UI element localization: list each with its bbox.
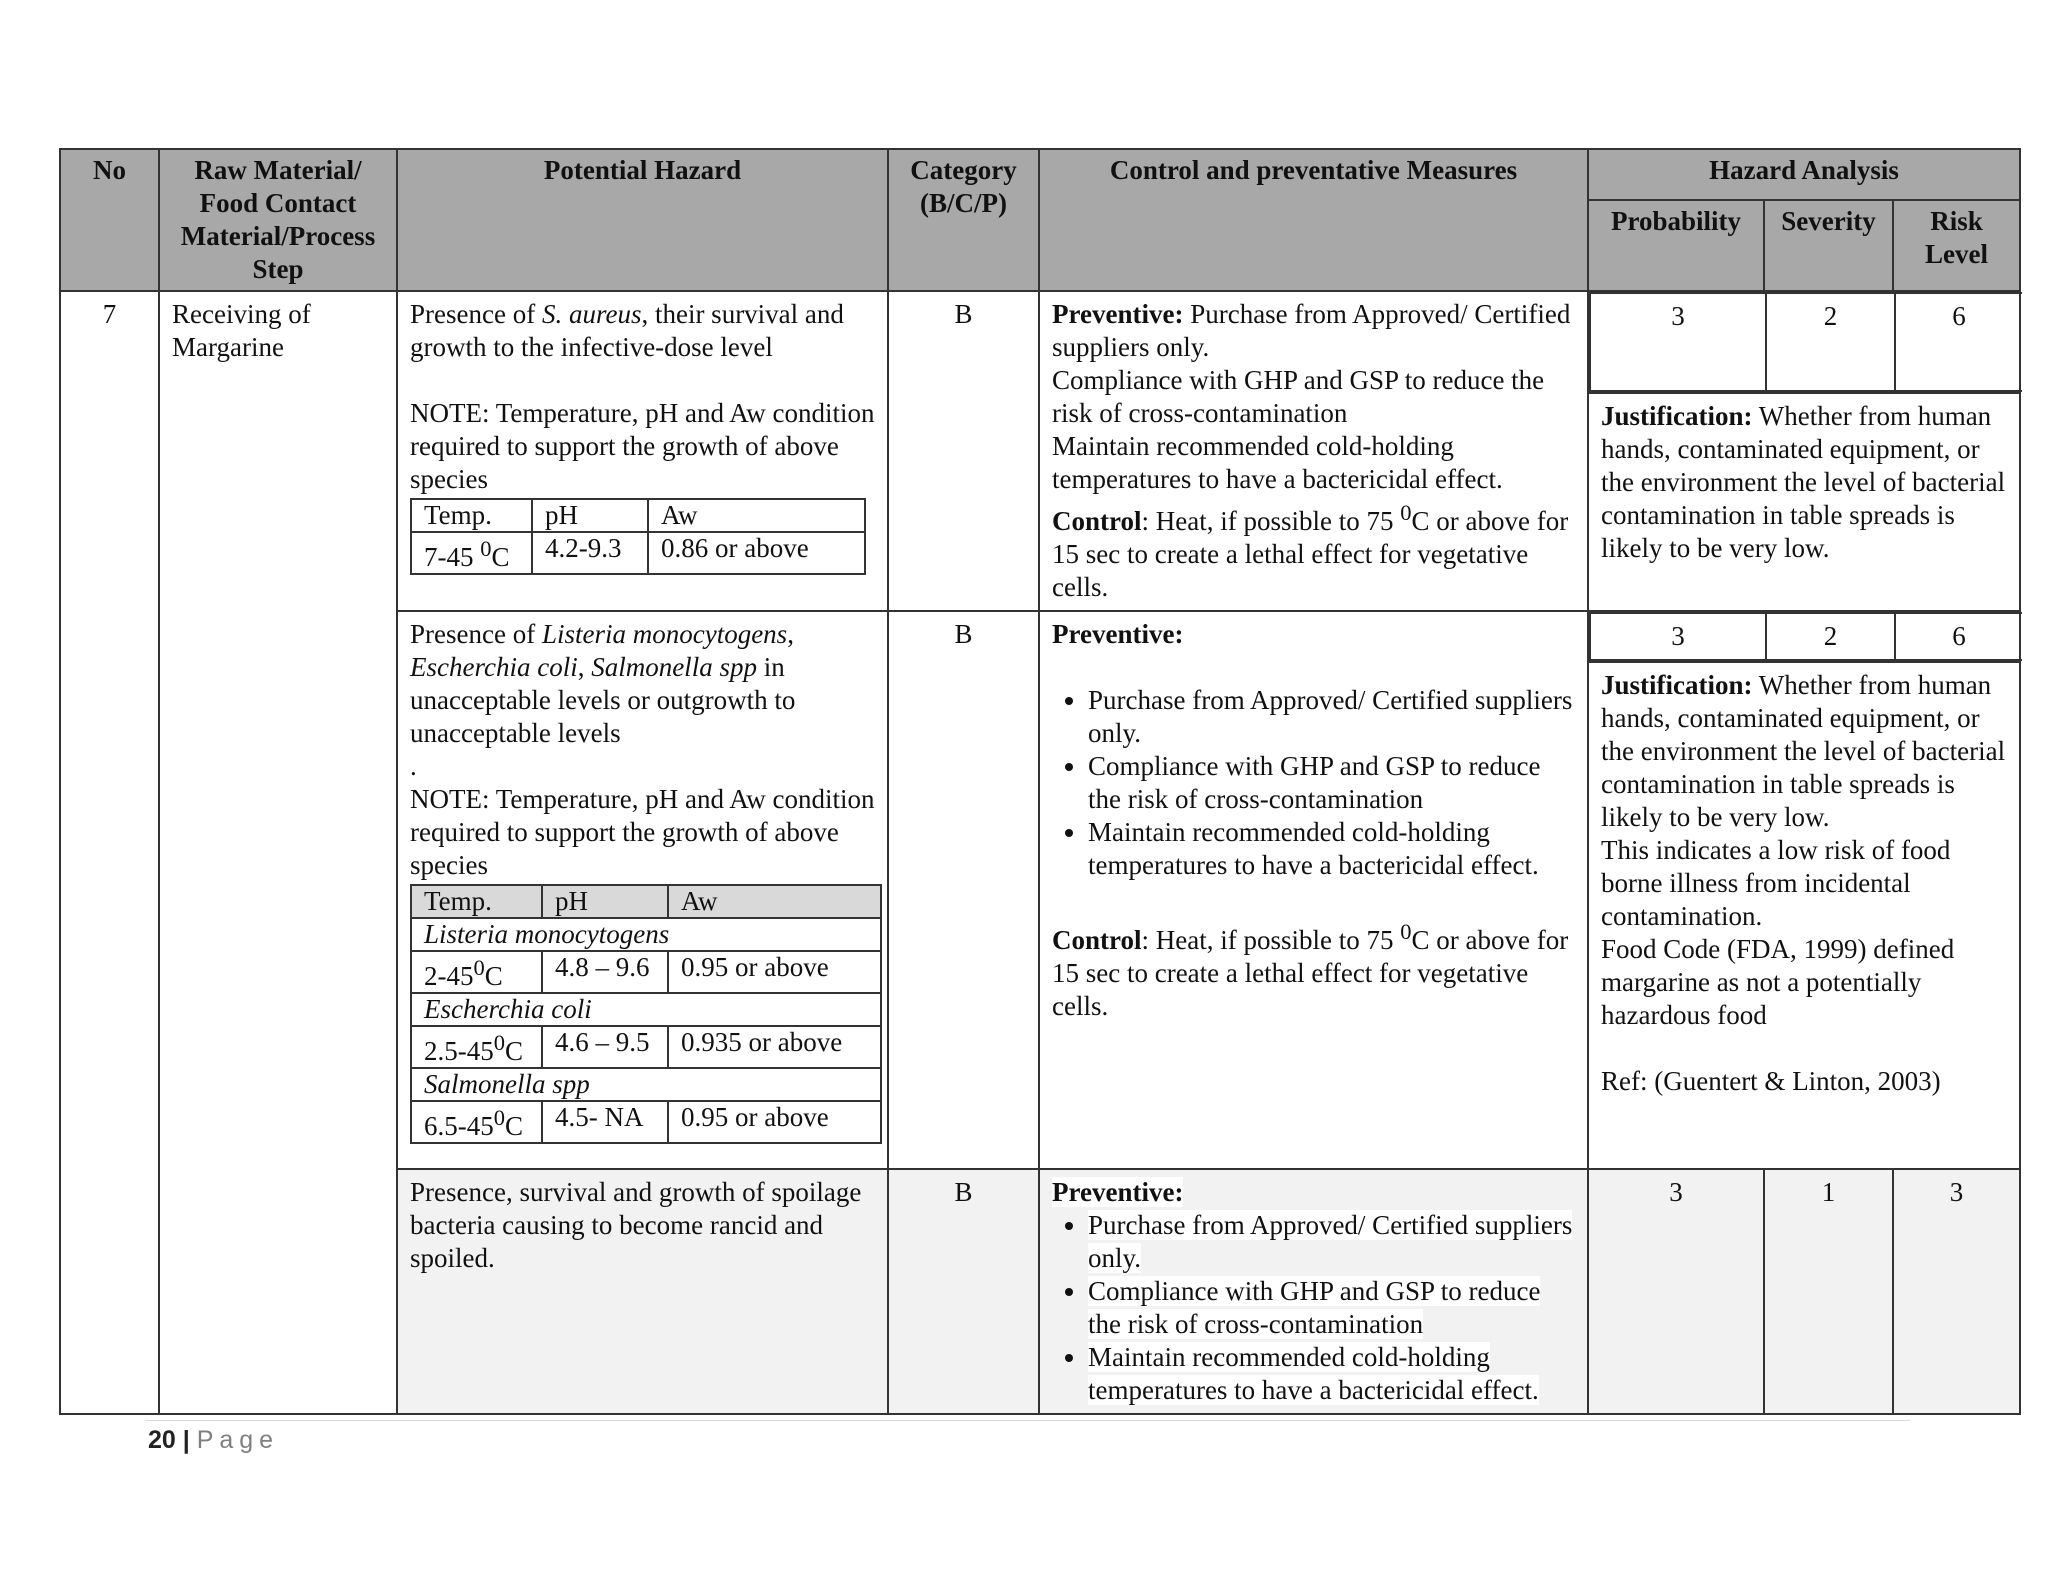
hazard-2-justification: Justification: Whether from human hands, contaminated equipment, or the environment the level of bacterial contamination in table spreads is likely to be very low. This indicates a low risk of food borne illness from incidental contamination. Food Code (FDA, 1999) defined margarine as not a potentially hazardous food Ref: (Guentert & Linton, 2003) xyxy=(1589,661,2019,1104)
hazard-1-note: NOTE: Temperature, pH and Aw condition required to support the growth of above species xyxy=(410,398,875,494)
col-header-hazard-analysis: Hazard Analysis xyxy=(1588,149,2020,200)
hazard-1-severity: 2 xyxy=(1766,293,1895,391)
page-label: Page xyxy=(196,1426,280,1454)
header-row-1 xyxy=(60,149,2020,200)
footer-separator: | xyxy=(175,1426,197,1454)
sub-cell-aw: 0.86 or above xyxy=(648,532,865,574)
species-name: Listeria monocytogens xyxy=(411,918,881,951)
hazard-1-justification: Justification: Whether from human hands, contaminated equipment, or the environment the level of bacterial contamination in table spreads is likely to be very low. xyxy=(1589,392,2019,571)
col-header-control: Control and preventative Measures xyxy=(1039,149,1588,291)
footer-divider xyxy=(145,1420,1910,1421)
sub-header-aw: Aw xyxy=(668,885,881,918)
sub-cell-ph: 4.5- NA xyxy=(542,1101,668,1143)
sub-cell-temp: $2-45^0C$ xyxy=(411,951,542,993)
hazard-2-severity: 2 xyxy=(1766,613,1895,660)
sub-cell-temp: 7-45 $^0$C xyxy=(411,532,532,574)
col-header-severity: Severity xyxy=(1764,200,1893,291)
page-footer xyxy=(148,1426,279,1455)
sub-cell-ph: 4.2-9.3 xyxy=(532,532,648,574)
hazard-2-description: Presence of Listeria monocytogens, Escherchia coli, Salmonella spp in unacceptable levels or outgrowth to unacceptable levels . NOTE: Temperature, pH and Aw condition required to support the growth of above species Temp. pH Aw Listeria monocytogens $2-45^0C$ 4.8 – 9.6 0.95 or above Escherchia coli $2.5-45^0C$ 4.6 – 9.5 0.935 or above Salmonella spp $6.5-45^0C$ 4.5- NA 0.95 or above xyxy=(397,611,888,1169)
sub-cell-aw: 0.95 or above xyxy=(668,1101,881,1143)
sub-cell-aw: 0.95 or above xyxy=(668,951,881,993)
col-header-risk-level: Risk Level xyxy=(1893,200,2020,291)
species-name: Salmonella spp xyxy=(411,1068,881,1101)
sub-cell-ph: 4.8 – 9.6 xyxy=(542,951,668,993)
hazard-3-control: Preventive: • Purchase from Approved/ Certified suppliers only. • Compliance with GHP and GSP to reduce the risk of cross-contamination • Maintain recommended cold-holding temperatures to have a bactericidal effect. xyxy=(1039,1169,1588,1414)
list-item: • Maintain recommended cold-holding temperatures to have a bactericidal effect. xyxy=(1088,816,1575,882)
list-item: • Purchase from Approved/ Certified suppliers only. xyxy=(1088,684,1575,750)
sub-cell-ph: 4.6 – 9.5 xyxy=(542,1026,668,1068)
sub-header-ph: pH xyxy=(532,499,648,532)
hazard-1-growth-table xyxy=(410,498,866,575)
sub-cell-aw: 0.935 or above xyxy=(668,1026,881,1068)
hazard-3-description: Presence, survival and growth of spoilage bacteria causing to become rancid and spoiled. xyxy=(397,1169,888,1414)
hazard-2-control: Preventive: • Purchase from Approved/ Certified suppliers only. • Compliance with GHP and GSP to reduce the risk of cross-contamination • Maintain recommended cold-holding temperatures to have a bactericidal effect. Control: Heat, if possible to 75 $^0$C or above for 15 sec to create a lethal effect for vegetative cells. xyxy=(1039,611,1588,1169)
hazard-3-probability: 3 xyxy=(1588,1169,1764,1414)
col-header-raw-material: Raw Material/ Food Contact Material/Process Step xyxy=(159,149,397,291)
hazard-2-category: B xyxy=(888,611,1039,1169)
list-item: • Purchase from Approved/ Certified suppliers only. xyxy=(1088,1209,1575,1275)
sub-header-ph: pH xyxy=(542,885,668,918)
list-item: • Compliance with GHP and GSP to reduce the risk of cross-contamination xyxy=(1088,1275,1575,1341)
hazard-1-probability: 3 xyxy=(1590,293,1766,391)
hazard-3-preventive-list xyxy=(1052,1209,1575,1407)
sub-header-temp: Temp. xyxy=(411,499,532,532)
col-header-potential-hazard: Potential Hazard xyxy=(397,149,888,291)
hazard-1-category: B xyxy=(888,291,1039,611)
row-number: 7 xyxy=(60,291,159,1414)
hazard-3-severity: 1 xyxy=(1764,1169,1893,1414)
sub-cell-temp: $6.5-45^0C$ xyxy=(411,1101,542,1143)
hazard-3-risk: 3 xyxy=(1893,1169,2020,1414)
hazard-1-text: Presence of S. aureus, their survival and growth to the infective-dose level xyxy=(410,299,844,362)
row-material: Receiving of Margarine xyxy=(159,291,397,1414)
sub-header-aw: Aw xyxy=(648,499,865,532)
list-item: • Maintain recommended cold-holding temperatures to have a bactericidal effect. xyxy=(1088,1341,1575,1407)
hazard-2-text: Presence of Listeria monocytogens, Escherchia coli, Salmonella spp in unacceptable levels or outgrowth to unacceptable levels xyxy=(410,619,796,748)
hazard-1-analysis xyxy=(1588,291,2020,611)
sub-header-temp: Temp. xyxy=(411,885,542,918)
hazard-2-preventive-list xyxy=(1052,684,1575,882)
page-number: 20 xyxy=(148,1426,176,1454)
hazard-analysis-table xyxy=(59,148,2021,1415)
col-header-category: Category (B/C/P) xyxy=(888,149,1039,291)
table-row xyxy=(60,291,2020,611)
col-header-probability: Probability xyxy=(1588,200,1764,291)
hazard-1-risk: 6 xyxy=(1895,293,2022,391)
hazard-2-risk: 6 xyxy=(1895,613,2022,660)
hazard-2-analysis xyxy=(1588,611,2020,1169)
hazard-2-note: NOTE: Temperature, pH and Aw condition required to support the growth of above species xyxy=(410,784,875,880)
hazard-2-probability: 3 xyxy=(1590,613,1766,660)
hazard-2-growth-table xyxy=(410,884,882,1144)
species-name: Escherchia coli xyxy=(411,993,881,1026)
col-header-no: No xyxy=(60,149,159,291)
sub-cell-temp: $2.5-45^0C$ xyxy=(411,1026,542,1068)
hazard-1-description xyxy=(397,291,888,611)
hazard-1-control: Preventive: Purchase from Approved/ Certified suppliers only. Compliance with GHP and GSP to reduce the risk of cross-contamination Maintain recommended cold-holding temperatures to have a bactericidal effect. Control: Heat, if possible to 75 $^0$C or above for 15 sec to create a lethal effect for vegetative cells. xyxy=(1039,291,1588,611)
list-item: • Compliance with GHP and GSP to reduce the risk of cross-contamination xyxy=(1088,750,1575,816)
hazard-3-category: B xyxy=(888,1169,1039,1414)
